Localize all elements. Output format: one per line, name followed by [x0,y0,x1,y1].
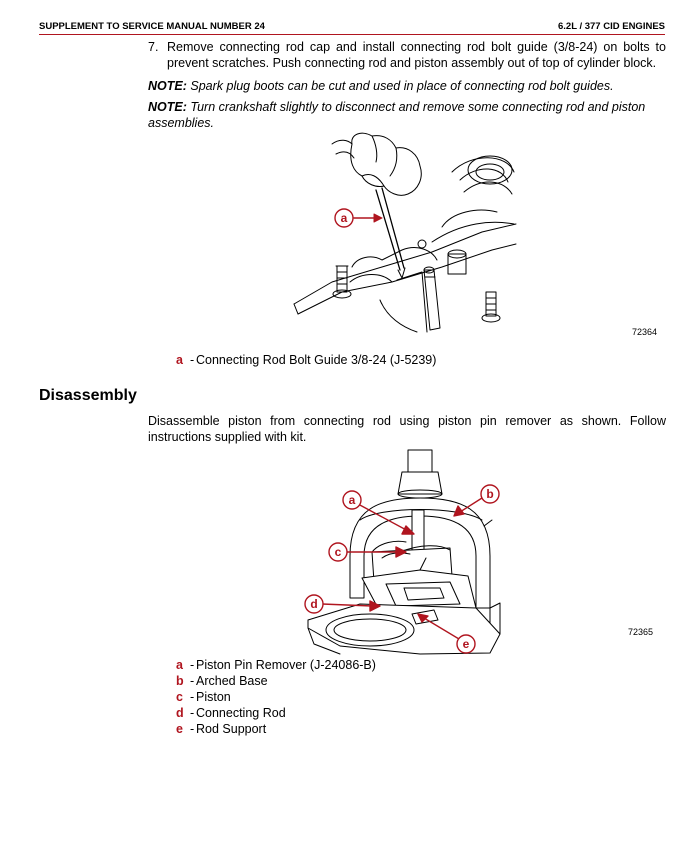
legend-text: Piston Pin Remover (J-24086-B) [196,658,376,672]
callout-a: a [348,493,356,507]
header-engine-title: 6.2L / 377 CID ENGINES [557,21,665,32]
legend-text: Connecting Rod [196,706,286,720]
legend-letter: d [176,706,184,720]
header-rule [39,34,665,35]
legend-item: c - Piston [176,690,231,704]
callout-a: a [340,211,348,225]
legend-letter: a [176,353,183,367]
note-text: Turn crankshaft slightly to disconnect and remove some connecting rod and piston assemblies. [148,100,646,130]
legend-letter: b [176,674,184,688]
header-manual-title: SUPPLEMENT TO SERVICE MANUAL NUMBER 24 [39,21,265,32]
callout-e: e [462,637,470,651]
legend-text: Connecting Rod Bolt Guide 3/8-24 (J-5239) [196,353,437,367]
legend-text: Piston [196,690,231,704]
note-text: Spark plug boots can be cut and used in place of connecting rod bolt guides. [190,79,614,93]
figure-number: 72365 [628,627,654,637]
callout-c: c [334,545,342,559]
legend-letter: e [176,722,183,736]
figure1-legend [176,352,436,368]
legend-item: e - Rod Support [176,722,267,736]
section-intro: Disassemble piston from connecting rod using piston pin remover as shown. Follow instructions supplied with kit. [148,414,666,444]
figure-number: 72364 [632,327,658,337]
callout-d: d [310,597,318,611]
note-label: NOTE: [148,79,187,93]
step-number: 7. [148,40,159,54]
figure2-legend [176,657,376,737]
legend-text: Arched Base [196,674,268,688]
page-header [39,21,665,34]
callout-b: b [486,487,494,501]
legend-item: a - Piston Pin Remover (J-24086-B) [176,658,376,672]
figure-piston-pin-remover [300,448,506,658]
note-label: NOTE: [148,100,187,114]
legend-item: b - Arched Base [176,674,268,688]
section-title: Disassembly [39,387,137,404]
figure-rod-bolt-guide [292,132,518,342]
legend-letter: a [176,658,183,672]
legend-item: a - Connecting Rod Bolt Guide 3/8-24 (J-5239) [176,353,437,367]
legend-item: d - Connecting Rod [176,706,286,720]
note-2 [148,99,666,131]
note-1 [148,78,666,94]
step-text: Remove connecting rod cap and install connecting rod bolt guide (3/8-24) on bolts to prevent scratches. Push connecting rod and piston assembly out of top of cylinder block. [167,40,666,70]
legend-text: Rod Support [196,722,267,736]
legend-letter: c [176,690,183,704]
